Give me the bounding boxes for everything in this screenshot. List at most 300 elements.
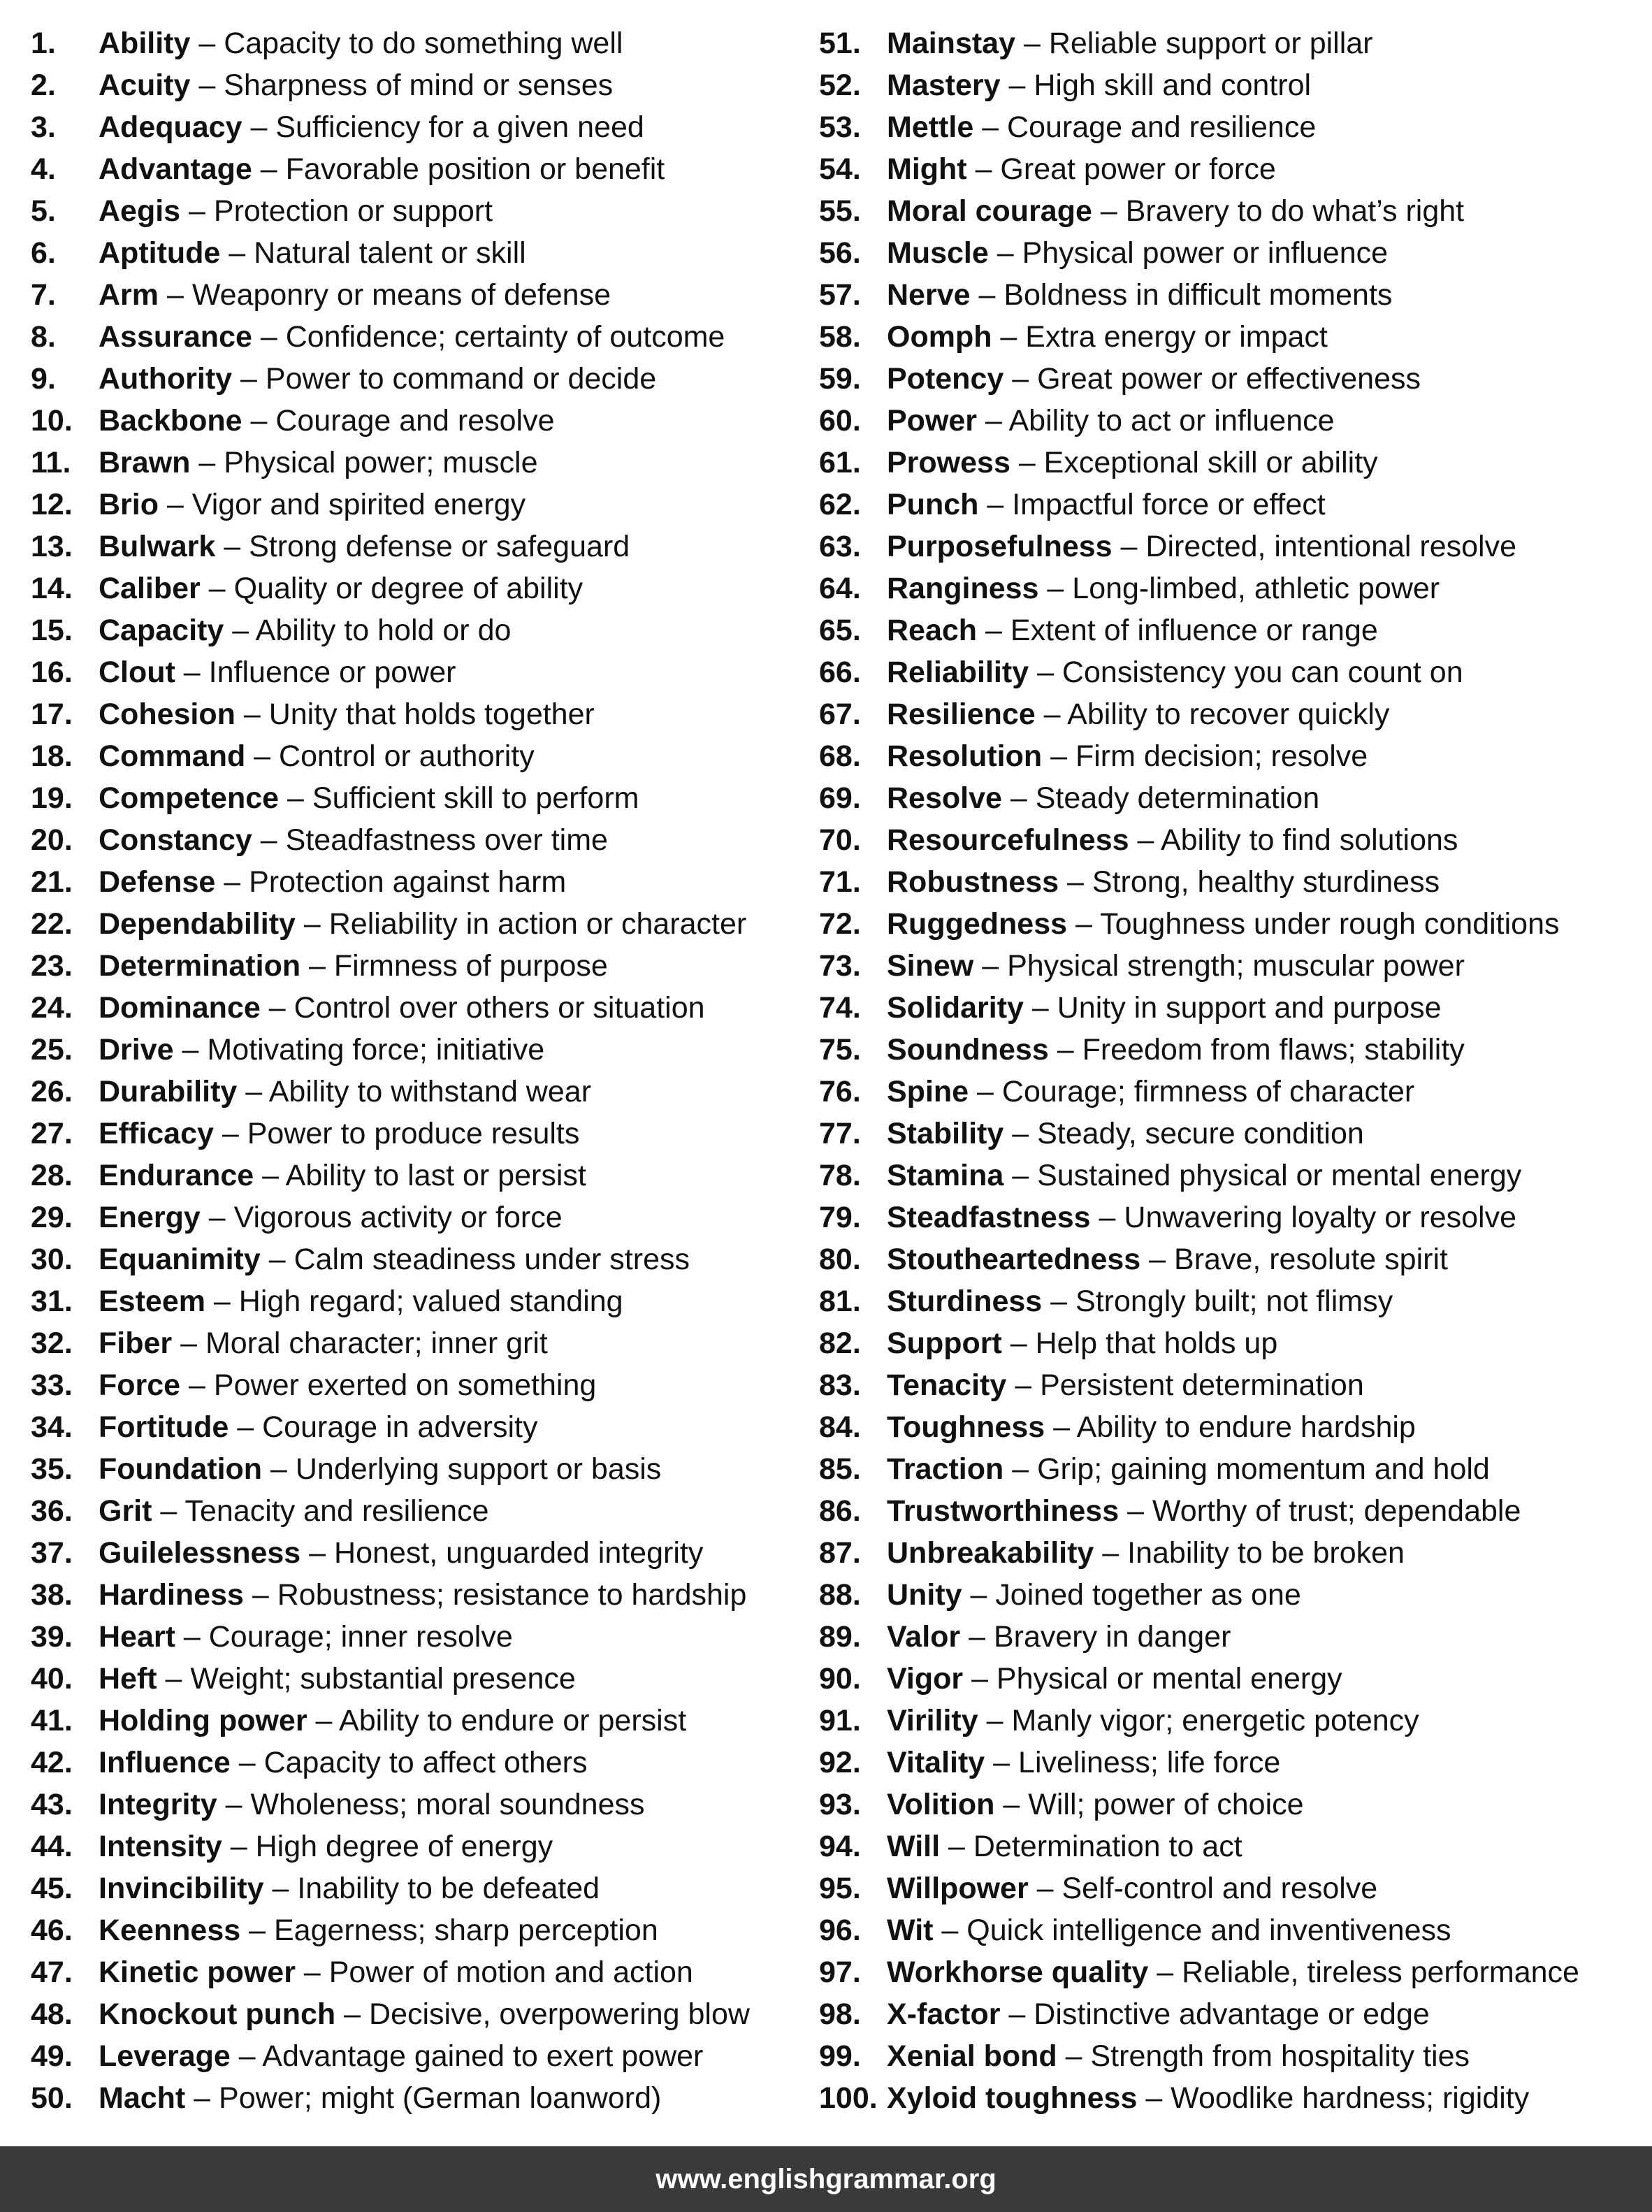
- list-item: [819, 609, 1623, 651]
- item-word: Xenial bond: [887, 2039, 1057, 2073]
- item-text: [99, 316, 725, 358]
- item-word: Integrity: [99, 1788, 217, 1821]
- item-text: [887, 1574, 1301, 1616]
- item-word: Power: [887, 404, 978, 438]
- item-text: [887, 568, 1440, 609]
- item-definition: – Vigorous activity or force: [200, 1201, 563, 1234]
- item-definition: – Ability to hold or do: [224, 614, 512, 647]
- list-item: [31, 1658, 834, 1700]
- list-item: [819, 1448, 1623, 1490]
- item-word: Heft: [99, 1662, 157, 1696]
- list-item: [819, 442, 1623, 484]
- item-number: 74.: [819, 991, 861, 1025]
- list-item: [31, 1364, 834, 1406]
- item-text: [887, 1071, 1414, 1113]
- list-item: [819, 400, 1623, 442]
- item-word: Punch: [887, 488, 979, 521]
- item-number: 17.: [31, 697, 73, 731]
- item-word: Hardiness: [99, 1578, 244, 1612]
- list-item: [31, 190, 834, 232]
- item-text: [99, 819, 608, 861]
- item-definition: – Ability to last or persist: [254, 1159, 586, 1192]
- item-number: 89.: [819, 1620, 861, 1654]
- item-number: 27.: [31, 1117, 73, 1150]
- item-number: 83.: [819, 1368, 861, 1402]
- list-item: [31, 609, 834, 651]
- item-word: Durability: [99, 1075, 238, 1108]
- item-definition: – Ability to act or influence: [977, 404, 1335, 438]
- item-text: [99, 861, 566, 903]
- item-number: 82.: [819, 1327, 861, 1360]
- item-word: Acuity: [99, 68, 191, 102]
- item-number: 16.: [31, 656, 73, 689]
- list-item: [31, 1867, 834, 1909]
- item-text: [99, 1490, 489, 1532]
- item-definition: – High regard; valued standing: [205, 1285, 623, 1318]
- item-number: 100.: [819, 2081, 878, 2115]
- item-definition: – Power exerted on something: [180, 1368, 597, 1402]
- item-definition: – Reliable support or pillar: [1015, 27, 1373, 60]
- item-text: [99, 1826, 553, 1867]
- list-item: [819, 2077, 1623, 2119]
- word-list-left-column: [31, 22, 834, 2119]
- item-text: [887, 1532, 1405, 1574]
- item-number: 84.: [819, 1410, 861, 1444]
- item-number: 13.: [31, 530, 73, 563]
- item-number: 30.: [31, 1243, 73, 1276]
- item-word: Backbone: [99, 404, 242, 438]
- item-number: 81.: [819, 1285, 861, 1318]
- item-text: [887, 274, 1392, 316]
- item-number: 43.: [31, 1788, 73, 1821]
- item-definition: – Courage; firmness of character: [969, 1075, 1415, 1108]
- item-number: 64.: [819, 572, 861, 605]
- item-number: 50.: [31, 2081, 73, 2115]
- list-item: [31, 1993, 834, 2035]
- list-item: [31, 568, 834, 609]
- list-item: [31, 1574, 834, 1616]
- item-definition: – Capacity to do something well: [190, 27, 623, 60]
- item-number: 96.: [819, 1914, 861, 1947]
- item-definition: – Reliable, tireless performance: [1148, 1956, 1579, 1989]
- item-text: [99, 1406, 538, 1448]
- item-number: 21.: [31, 865, 73, 899]
- item-word: Knockout punch: [99, 1997, 336, 2031]
- list-item: [31, 1113, 834, 1155]
- item-number: 59.: [819, 362, 861, 396]
- item-number: 93.: [819, 1788, 861, 1821]
- item-text: [99, 1364, 596, 1406]
- item-number: 11.: [31, 446, 71, 479]
- item-word: Force: [99, 1368, 181, 1402]
- list-item: [31, 819, 834, 861]
- item-number: 32.: [31, 1327, 73, 1360]
- item-text: [887, 1826, 1242, 1867]
- list-item: [819, 1280, 1623, 1322]
- item-number: 51.: [819, 27, 861, 60]
- item-text: [99, 903, 746, 945]
- item-number: 39.: [31, 1620, 73, 1654]
- item-definition: – Steady, secure condition: [1003, 1117, 1364, 1150]
- item-text: [887, 106, 1316, 148]
- list-item: [819, 1574, 1623, 1616]
- item-text: [887, 1867, 1377, 1909]
- item-text: [887, 1113, 1364, 1155]
- list-item: [819, 1784, 1623, 1826]
- item-text: [887, 358, 1421, 400]
- item-word: Aptitude: [99, 236, 221, 270]
- item-definition: – Bravery to do what’s right: [1092, 194, 1465, 228]
- item-word: Muscle: [887, 236, 989, 270]
- item-text: [99, 1322, 548, 1364]
- item-definition: – Courage in adversity: [229, 1410, 538, 1444]
- item-definition: – Physical power; muscle: [190, 446, 538, 479]
- item-word: X-factor: [887, 1997, 1001, 2031]
- item-number: 15.: [31, 614, 73, 647]
- item-text: [99, 693, 595, 735]
- item-word: Steadfastness: [887, 1201, 1091, 1234]
- item-word: Stability: [887, 1117, 1004, 1150]
- item-definition: – Unwavering loyalty or resolve: [1090, 1201, 1517, 1234]
- item-definition: – Motivating force; initiative: [173, 1033, 545, 1067]
- list-item: [819, 2035, 1623, 2077]
- item-word: Will: [887, 1830, 941, 1863]
- list-item: [819, 861, 1623, 903]
- item-number: 34.: [31, 1410, 73, 1444]
- item-number: 56.: [819, 236, 861, 270]
- item-number: 18.: [31, 739, 73, 773]
- item-definition: – Underlying support or basis: [262, 1452, 662, 1486]
- list-item: [31, 1155, 834, 1197]
- item-definition: – Unity that holds together: [235, 697, 595, 731]
- item-text: [887, 1951, 1579, 1993]
- item-number: 48.: [31, 1997, 73, 2031]
- item-word: Unbreakability: [887, 1536, 1094, 1570]
- list-item: [819, 1700, 1623, 1742]
- item-number: 72.: [819, 907, 861, 941]
- item-number: 63.: [819, 530, 861, 563]
- item-word: Ability: [99, 27, 191, 60]
- list-item: [819, 693, 1623, 735]
- item-word: Purposefulness: [887, 530, 1113, 563]
- item-word: Soundness: [887, 1033, 1049, 1067]
- item-text: [887, 1238, 1448, 1280]
- item-number: 9.: [31, 362, 56, 396]
- item-text: [887, 1616, 1231, 1658]
- item-word: Determination: [99, 949, 301, 983]
- item-definition: – Weight; substantial presence: [157, 1662, 576, 1696]
- item-number: 77.: [819, 1117, 861, 1150]
- item-text: [887, 2035, 1470, 2077]
- list-item: [31, 1700, 834, 1742]
- list-item: [31, 2035, 834, 2077]
- item-number: 68.: [819, 739, 861, 773]
- item-number: 85.: [819, 1452, 861, 1486]
- list-item: [819, 819, 1623, 861]
- list-item: [819, 1406, 1623, 1448]
- item-text: [887, 651, 1463, 693]
- item-word: Ruggedness: [887, 907, 1068, 941]
- item-number: 62.: [819, 488, 861, 521]
- list-item: [819, 1826, 1623, 1867]
- item-word: Reach: [887, 614, 978, 647]
- list-item: [819, 316, 1623, 358]
- item-text: [99, 1280, 623, 1322]
- item-definition: – Firmness of purpose: [300, 949, 608, 983]
- item-number: 65.: [819, 614, 861, 647]
- item-word: Stamina: [887, 1159, 1004, 1192]
- item-word: Prowess: [887, 446, 1010, 479]
- item-text: [887, 64, 1311, 106]
- item-word: Efficacy: [99, 1117, 214, 1150]
- footer-website[interactable]: www.englishgrammar.org: [655, 2164, 997, 2195]
- item-number: 88.: [819, 1578, 861, 1612]
- item-text: [99, 1784, 645, 1826]
- item-number: 41.: [31, 1704, 73, 1737]
- item-word: Authority: [99, 362, 233, 396]
- item-number: 80.: [819, 1243, 861, 1276]
- item-text: [887, 1406, 1416, 1448]
- item-text: [99, 274, 611, 316]
- item-definition: – Eagerness; sharp perception: [240, 1914, 658, 1947]
- item-text: [99, 1238, 690, 1280]
- item-text: [887, 1784, 1304, 1826]
- item-number: 26.: [31, 1075, 73, 1108]
- item-text: [887, 232, 1388, 274]
- item-definition: – Calm steadiness under stress: [260, 1243, 690, 1276]
- item-number: 4.: [31, 152, 56, 186]
- item-word: Valor: [887, 1620, 961, 1654]
- item-word: Capacity: [99, 614, 224, 647]
- item-number: 14.: [31, 572, 73, 605]
- item-word: Bulwark: [99, 530, 216, 563]
- item-text: [99, 400, 555, 442]
- item-definition: – Courage and resilience: [973, 110, 1317, 144]
- item-text: [99, 1155, 586, 1197]
- item-definition: – Distinctive advantage or edge: [1000, 1997, 1430, 2031]
- item-text: [887, 316, 1328, 358]
- item-word: Sinew: [887, 949, 974, 983]
- item-word: Caliber: [99, 572, 201, 605]
- item-number: 6.: [31, 236, 56, 270]
- item-number: 76.: [819, 1075, 861, 1108]
- item-number: 53.: [819, 110, 861, 144]
- item-text: [887, 1364, 1364, 1406]
- item-definition: – Boldness in difficult moments: [970, 278, 1393, 312]
- list-item: [819, 106, 1623, 148]
- item-word: Moral courage: [887, 194, 1092, 228]
- item-definition: – Manly vigor; energetic potency: [978, 1704, 1419, 1737]
- item-word: Volition: [887, 1788, 995, 1821]
- item-text: [887, 1700, 1419, 1742]
- item-word: Nerve: [887, 278, 971, 312]
- item-word: Oomph: [887, 320, 992, 354]
- item-number: 10.: [31, 404, 73, 438]
- item-text: [99, 1909, 658, 1951]
- item-number: 28.: [31, 1159, 73, 1192]
- item-text: [887, 1490, 1521, 1532]
- item-number: 54.: [819, 152, 861, 186]
- list-item: [819, 1909, 1623, 1951]
- list-item: [31, 1909, 834, 1951]
- item-text: [887, 819, 1458, 861]
- item-number: 71.: [819, 865, 861, 899]
- item-word: Mettle: [887, 110, 974, 144]
- item-number: 95.: [819, 1872, 861, 1905]
- list-item: [819, 190, 1623, 232]
- list-item: [819, 232, 1623, 274]
- item-definition: – Vigor and spirited energy: [159, 488, 526, 521]
- item-definition: – High degree of energy: [222, 1830, 553, 1863]
- item-definition: – Great power or effectiveness: [1003, 362, 1421, 396]
- item-text: [887, 777, 1319, 819]
- item-number: 97.: [819, 1956, 861, 1989]
- item-word: Vitality: [887, 1746, 985, 1779]
- item-definition: – Brave, resolute spirit: [1140, 1243, 1448, 1276]
- item-text: [99, 1574, 746, 1616]
- item-definition: – Decisive, overpowering blow: [335, 1997, 750, 2031]
- item-number: 78.: [819, 1159, 861, 1192]
- list-item: [819, 1364, 1623, 1406]
- item-definition: – Weaponry or means of defense: [159, 278, 611, 312]
- item-text: [887, 987, 1442, 1029]
- item-word: Kinetic power: [99, 1956, 296, 1989]
- item-number: 12.: [31, 488, 73, 521]
- item-number: 5.: [31, 194, 56, 228]
- item-definition: – Will; power of choice: [994, 1788, 1304, 1821]
- item-text: [99, 1742, 587, 1784]
- item-word: Intensity: [99, 1830, 222, 1863]
- list-item: [819, 22, 1623, 64]
- list-item: [31, 1448, 834, 1490]
- item-definition: – Strongly built; not flimsy: [1042, 1285, 1393, 1318]
- list-item: [819, 274, 1623, 316]
- item-definition: – Bravery in danger: [960, 1620, 1231, 1654]
- item-definition: – Woodlike hardness; rigidity: [1137, 2081, 1530, 2115]
- item-number: 20.: [31, 823, 73, 857]
- list-item: [31, 22, 834, 64]
- item-number: 55.: [819, 194, 861, 228]
- item-definition: – Advantage gained to exert power: [230, 2039, 704, 2073]
- item-word: Toughness: [887, 1410, 1045, 1444]
- item-word: Xyloid toughness: [887, 2081, 1138, 2115]
- item-number: 29.: [31, 1201, 73, 1234]
- list-item: [31, 1071, 834, 1113]
- item-word: Clout: [99, 656, 175, 689]
- item-definition: – Extent of influence or range: [977, 614, 1378, 647]
- item-definition: – Confidence; certainty of outcome: [252, 320, 725, 354]
- item-word: Invincibility: [99, 1872, 264, 1905]
- item-definition: – Determination to act: [940, 1830, 1242, 1863]
- list-item: [31, 148, 834, 190]
- list-item: [819, 1532, 1623, 1574]
- item-text: [887, 1197, 1516, 1238]
- list-item: [31, 442, 834, 484]
- item-word: Willpower: [887, 1872, 1029, 1905]
- item-word: Dependability: [99, 907, 296, 941]
- item-word: Vigor: [887, 1662, 964, 1696]
- item-text: [99, 1448, 661, 1490]
- item-definition: – Long-limbed, athletic power: [1038, 572, 1440, 605]
- item-number: 92.: [819, 1746, 861, 1779]
- item-definition: – Power to produce results: [213, 1117, 580, 1150]
- list-item: [31, 484, 834, 526]
- item-word: Might: [887, 152, 967, 186]
- item-text: [887, 1029, 1465, 1071]
- list-item: [31, 1029, 834, 1071]
- item-definition: – Ability to find solutions: [1129, 823, 1458, 857]
- item-definition: – Ability to endure or persist: [307, 1704, 687, 1737]
- list-item: [819, 358, 1623, 400]
- item-number: 52.: [819, 68, 861, 102]
- item-word: Defense: [99, 865, 216, 899]
- item-text: [99, 1993, 750, 2035]
- item-definition: – Ability to endure hardship: [1045, 1410, 1416, 1444]
- item-definition: – Natural talent or skill: [220, 236, 526, 270]
- item-definition: – Exceptional skill or ability: [1010, 446, 1378, 479]
- list-item: [31, 903, 834, 945]
- item-text: [887, 190, 1464, 232]
- item-definition: – High skill and control: [1000, 68, 1312, 102]
- item-text: [887, 903, 1560, 945]
- item-word: Competence: [99, 781, 280, 815]
- list-item: [31, 861, 834, 903]
- item-word: Guilelessness: [99, 1536, 301, 1570]
- item-word: Unity: [887, 1578, 962, 1612]
- item-definition: – Ability to withstand wear: [237, 1075, 592, 1108]
- list-item: [819, 148, 1623, 190]
- item-number: 69.: [819, 781, 861, 815]
- item-word: Constancy: [99, 823, 252, 857]
- item-text: [887, 1448, 1490, 1490]
- item-text: [887, 1322, 1277, 1364]
- item-word: Virility: [887, 1704, 978, 1737]
- item-text: [99, 1197, 563, 1238]
- item-text: [99, 190, 493, 232]
- list-item: [819, 1993, 1623, 2035]
- item-word: Resolve: [887, 781, 1002, 815]
- item-text: [99, 777, 639, 819]
- item-definition: – Impactful force or effect: [978, 488, 1326, 521]
- item-word: Endurance: [99, 1159, 254, 1192]
- list-item: [819, 1029, 1623, 1071]
- item-number: 37.: [31, 1536, 73, 1570]
- list-item: [31, 232, 834, 274]
- item-number: 66.: [819, 656, 861, 689]
- footer-bar: [0, 2146, 1652, 2212]
- item-number: 60.: [819, 404, 861, 438]
- item-number: 46.: [31, 1914, 73, 1947]
- item-number: 31.: [31, 1285, 73, 1318]
- item-number: 3.: [31, 110, 56, 144]
- item-number: 94.: [819, 1830, 861, 1863]
- list-item: [819, 484, 1623, 526]
- list-item: [31, 316, 834, 358]
- item-text: [99, 1532, 703, 1574]
- item-number: 47.: [31, 1956, 73, 1989]
- item-text: [887, 945, 1465, 987]
- item-definition: – Courage and resolve: [242, 404, 555, 438]
- item-word: Advantage: [99, 152, 252, 186]
- item-text: [887, 148, 1276, 190]
- item-word: Brawn: [99, 446, 191, 479]
- item-text: [887, 22, 1373, 64]
- item-text: [887, 735, 1368, 777]
- item-definition: – Quick intelligence and inventiveness: [933, 1914, 1451, 1947]
- list-item: [31, 1532, 834, 1574]
- item-definition: – Control or authority: [245, 739, 535, 773]
- item-word: Mastery: [887, 68, 1001, 102]
